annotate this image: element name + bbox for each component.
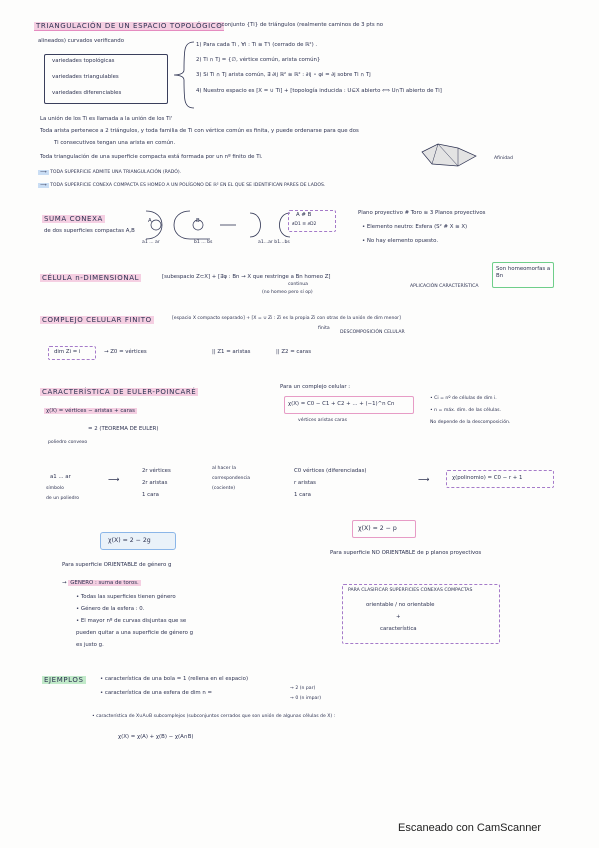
sub-a: a1 ... ar <box>142 240 160 245</box>
complejo-title: COMPLEJO CELULAR FINITO <box>42 316 152 324</box>
condition-2: 2) Ti ∩ Tj = {∅, vértice común, arista común} <box>196 57 321 63</box>
poly-arrow-text-3: (cociente) <box>212 486 236 491</box>
condition-3: 3) Si Ti ∩ Tj arista común, ∃ ∂ij ℝ² ≅ ℝ² : ∂ij ∘ φi = ∂j sobre Ti ∩ Tj <box>196 72 371 78</box>
poly-left-2: símbolo <box>46 486 64 491</box>
complejo-right-title: Para un complejo celular : <box>280 384 351 390</box>
dim-text: dim Zi = i <box>54 349 81 355</box>
euler-poliedro: poliedro convexo <box>48 440 88 445</box>
ejemplo-2a: → 2 (n par) <box>290 686 316 691</box>
euler-formula: χ(X) = vértices − aristas + caras <box>46 408 135 414</box>
condition-1: 1) Para cada Ti , ∀i : Ti ≅ T'i (cerrado de ℝ²) . <box>196 42 318 48</box>
z2-text: || Z2 = caras <box>276 349 312 355</box>
bullet-2: Toda arista pertenece a 2 triángulos, y toda familia de Ti con vértice común es finita, y puede ordenarse para que dos <box>40 128 359 134</box>
celula-side: Son homeomorfas a Bn <box>496 266 551 279</box>
poly-left-1: a1 ... ar <box>50 474 71 480</box>
poly-arrow-1: ⟶ <box>108 475 120 484</box>
suma-right-2: • Elemento neutro: Esfera (S² # X ≅ X) <box>362 224 468 230</box>
classify-title: PARA CLASIFICAR SUPERFICIES CONEXAS COMPACTAS <box>348 588 473 593</box>
cap-2: ⟶ TODA SUPERFICIE CONEXA COMPACTA ES HOMEO A UN POLÍGONO DE ℝ² EN EL QUE SE IDENTIFICAN PARES DE LADOS. <box>40 183 326 188</box>
poly-arrow-text-2: correspondencia <box>212 476 251 481</box>
ejemplos-title: EJEMPLOS <box>44 676 84 684</box>
celula-under-1: continua <box>288 282 308 287</box>
chi-no-orientable: χ(X) = 2 − p <box>358 525 397 532</box>
no-orientable-text: Para superficie NO ORIENTABLE de p planos proyectivos <box>330 550 482 556</box>
variety-diferenciables: variedades diferenciables <box>52 90 122 96</box>
bullet-1: La unión de los Ti es llamada a la unión de los Ti' <box>40 116 173 122</box>
complejo-note-2: • n = máx. dim. de las células. <box>430 408 501 413</box>
complejo-under: finita <box>318 326 330 331</box>
brace-left <box>166 40 196 110</box>
euler-title: CARACTERÍSTICA DE EULER-POINCARÉ <box>42 388 197 396</box>
label-boundary: ∂D1 ≅ ∂D2 <box>292 222 317 227</box>
poly-right-2: r aristas <box>294 480 316 486</box>
genero-4: pueden quitar a una superficie de género g <box>76 630 194 636</box>
ejemplo-1: • característica de una bola = 1 (rellena en el espacio) <box>100 676 249 682</box>
suma-right-3: • No hay elemento opuesto. <box>362 238 439 244</box>
complejo-note-3: No depende de la descomposición. <box>430 420 511 425</box>
complejo-under-2: DESCOMPOSICIÓN CELULAR <box>340 330 405 335</box>
classify-plus: + <box>396 614 401 620</box>
orientable-text: Para superficie ORIENTABLE de género g <box>62 562 172 568</box>
label-b: B <box>196 218 200 224</box>
suma-conexa-sub: de dos superficies compactas A,B <box>44 228 135 234</box>
genero-head: → GENERO : suma de toros. <box>62 580 139 586</box>
suma-right-1: Plano proyectivo # Toro ≅ 3 Planos proyectivos <box>358 210 486 216</box>
condition-4: 4) Nuestro espacio es [X = ∪ Ti] + [topología inducida : U⊆X abierto ⟺ U∩Ti abierto de Ti] <box>196 88 442 94</box>
poly-mid-3: 1 cara <box>142 492 159 498</box>
genero-3: • El mayor nº de curvas disjuntas que se <box>76 618 187 624</box>
triangulacion-definition: : conjunto {Ti} de triángulos (realmente caminos de 3 pts no <box>218 22 384 28</box>
complejo-note-1: • Ci = nº de células de dim i. <box>430 396 497 401</box>
afinidad-label: Afinidad <box>494 156 513 161</box>
genero-1: • Todas las superficies tienen género <box>76 594 176 600</box>
suma-conexa-sketch <box>140 205 380 245</box>
label-a: A <box>148 218 152 224</box>
poly-arrow-text-1: al hacer la <box>212 466 237 471</box>
complejo-right-formula: χ(X) = C0 − C1 + C2 + ... + (−1)^n Cn <box>288 401 395 407</box>
ejemplo-2: • característica de una esfera de dim n = <box>100 690 213 696</box>
complejo-right-sub: vértices aristas caras <box>298 418 347 423</box>
ejemplo-2b: → 0 (n impar) <box>290 696 322 701</box>
sub-ab: a1...ar b1...bs <box>258 240 290 245</box>
ejemplo-3-formula: χ(X) = χ(A) + χ(B) − χ(A∩B) <box>118 734 194 740</box>
classify-1: orientable / no orientable <box>366 602 435 608</box>
poly-result: χ(polinomio) = C0 − r + 1 <box>452 475 523 481</box>
celula-text: [subespacio Z⊂X] + [∃φ : Bn → X que restringe a Bn homeo Z] <box>162 274 331 280</box>
z1-text: || Z1 = aristas <box>212 349 251 355</box>
label-a-b: A # B <box>296 212 312 218</box>
celula-under-2: (no homeo pero sí op) <box>262 290 313 295</box>
cap-1: ⟶ TODA SUPERFICIE ADMITE UNA TRIANGULACIÓN (RADÓ). <box>40 170 182 175</box>
poly-right-1: C0 vértices (diferenciadas) <box>294 468 367 474</box>
triangulation-sketch <box>418 140 484 170</box>
sub-b: b1 ... bs <box>194 240 213 245</box>
poly-right-3: 1 cara <box>294 492 311 498</box>
genero-5: es justo g. <box>76 642 104 648</box>
suma-conexa-title: SUMA CONEXA <box>44 215 103 223</box>
poly-mid-2: 2r aristas <box>142 480 168 486</box>
euler-theorem: = 2 (TEOREMA DE EULER) <box>88 426 159 432</box>
poly-arrow-2: ⟶ <box>418 475 430 484</box>
ejemplo-3: • característica de X∪A∪B subcomplejos (subconjuntos cerrados que son unión de algunas células de X) : <box>92 714 336 719</box>
triangulacion-title: TRIANGULACIÓN DE UN ESPACIO TOPOLÓGICO <box>36 22 223 30</box>
poly-mid-1: 2r vértices <box>142 468 171 474</box>
celula-title: CÉLULA n-DIMENSIONAL <box>42 274 140 282</box>
complejo-text: [espacio X compacto separado] + [X = ∪ Zi : Zi es la propia Zi con otras de la unión de dim menor] <box>172 316 401 321</box>
bullet-3: Toda triangulación de una superficie compacta está formada por un nº finito de Ti. <box>40 154 263 160</box>
genero-2: • Género de la esfera : 0. <box>76 606 145 612</box>
z0-text: → Z0 = vértices <box>104 349 147 355</box>
camscanner-footer: Escaneado con CamScanner <box>398 822 542 834</box>
triangulacion-definition-2: alineados) curvados verificando <box>38 38 125 44</box>
variety-topologicas: variedades topológicas <box>52 58 115 64</box>
bullet-2b: Ti consecutivos tengan una arista en común. <box>54 140 176 146</box>
classify-2: característica <box>380 626 417 632</box>
variety-triangulables: variedades triangulables <box>52 74 119 80</box>
poly-left-3: de un poliedro <box>46 496 80 501</box>
celula-under-4: APLICACIÓN CARACTERÍSTICA <box>410 284 479 289</box>
chi-orientable: χ(X) = 2 − 2g <box>108 537 151 544</box>
